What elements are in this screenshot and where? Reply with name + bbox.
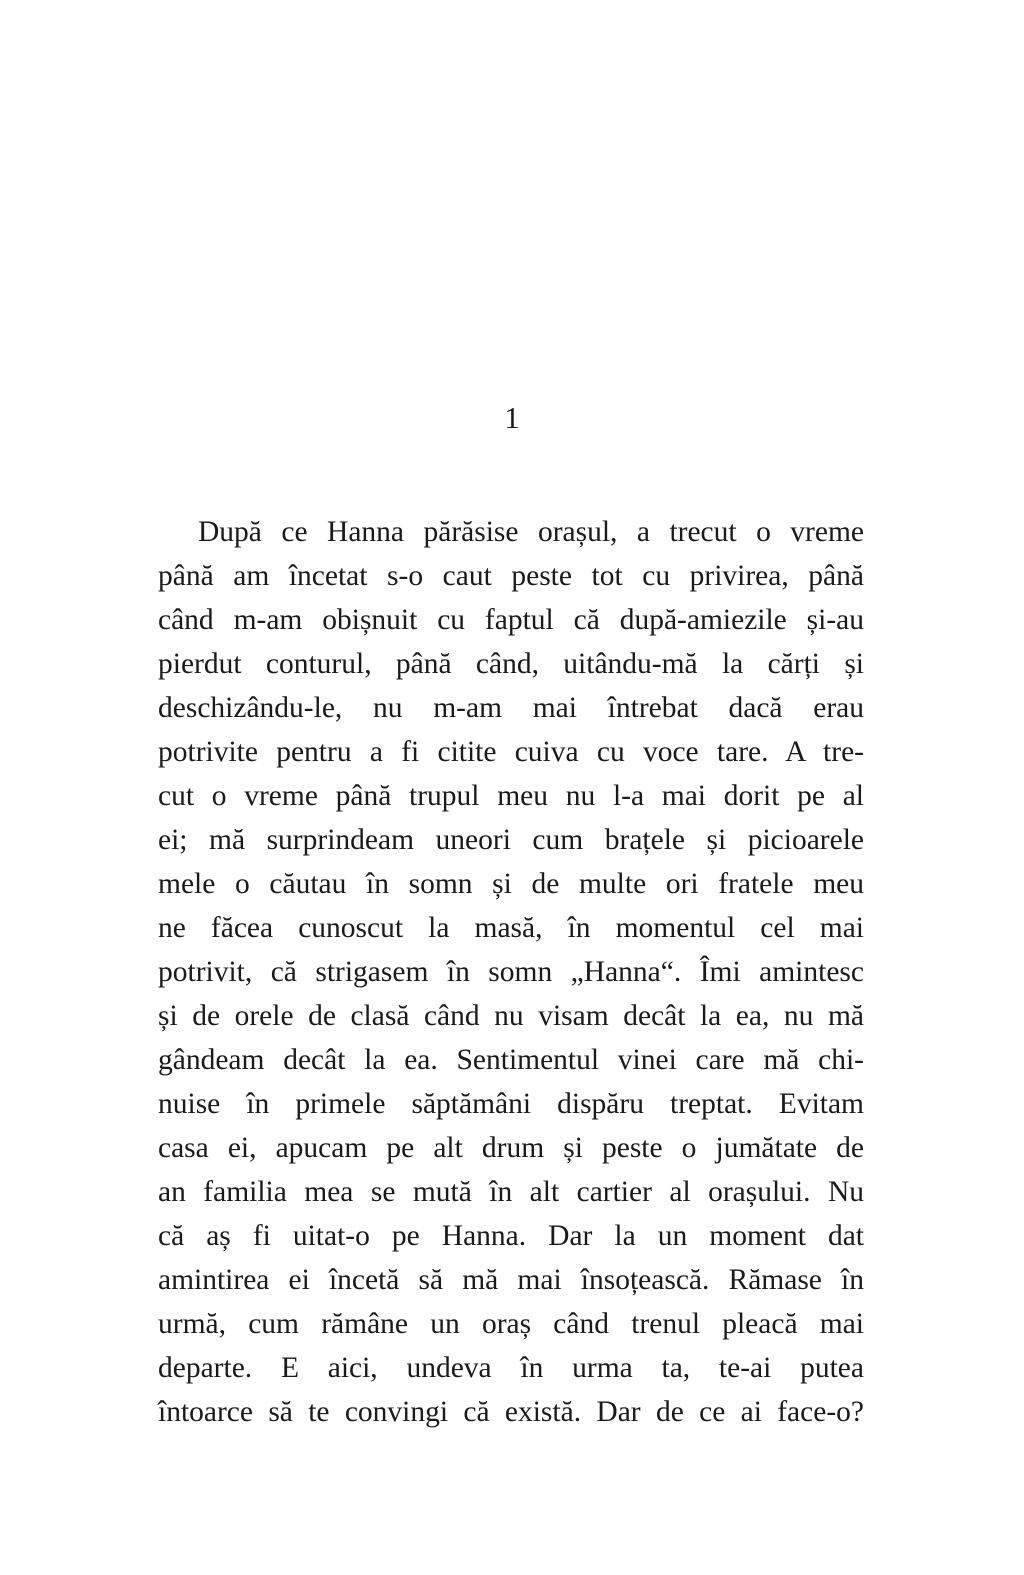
text-line: și de orele de clasă când nu visam decât la ea, nu mă <box>158 1000 864 1032</box>
text-line: potrivit, că strigasem în somn „Hanna“. Îmi amintesc <box>158 956 864 988</box>
text-line: nuise în primele săptămâni dispăru treptat. Evitam <box>158 1088 864 1120</box>
text-line: pierdut conturul, până când, uitându-mă la cărți și <box>158 648 864 680</box>
text-line: casa ei, apucam pe alt drum și peste o jumătate de <box>158 1132 864 1164</box>
text-line: După ce Hanna părăsise orașul, a trecut o vreme <box>198 516 864 548</box>
text-line: urmă, cum rămâne un oraș când trenul pleacă mai <box>158 1308 864 1340</box>
text-line: amintirea ei încetă să mă mai însoțească. Rămase în <box>158 1264 864 1296</box>
text-line: an familia mea se mută în alt cartier al orașului. Nu <box>158 1176 864 1208</box>
text-line: potrivite pentru a fi citite cuiva cu voce tare. A tre- <box>158 736 864 768</box>
text-line: departe. E aici, undeva în urma ta, te-ai putea <box>158 1352 864 1384</box>
text-line: ei; mă surprindeam uneori cum brațele și picioarele <box>158 824 864 856</box>
text-line: mele o căutau în somn și de multe ori fratele meu <box>158 868 864 900</box>
text-line: ne făcea cunoscut la masă, în momentul cel mai <box>158 912 864 944</box>
text-line: că aș fi uitat-o pe Hanna. Dar la un moment dat <box>158 1220 864 1252</box>
text-line: deschizându-le, nu m-am mai întrebat dacă erau <box>158 692 864 724</box>
text-line: cut o vreme până trupul meu nu l-a mai dorit pe al <box>158 780 864 812</box>
text-line: când m-am obișnuit cu faptul că după-amiezile și-au <box>158 604 864 636</box>
text-line: până am încetat s-o caut peste tot cu privirea, până <box>158 560 864 592</box>
chapter-text <box>158 510 864 1434</box>
text-line: întoarce să te convingi că există. Dar de ce ai face-o? <box>158 1396 864 1428</box>
chapter-number: 1 <box>504 400 520 435</box>
text-line: gândeam decât la ea. Sentimentul vinei care mă chi- <box>158 1044 864 1076</box>
